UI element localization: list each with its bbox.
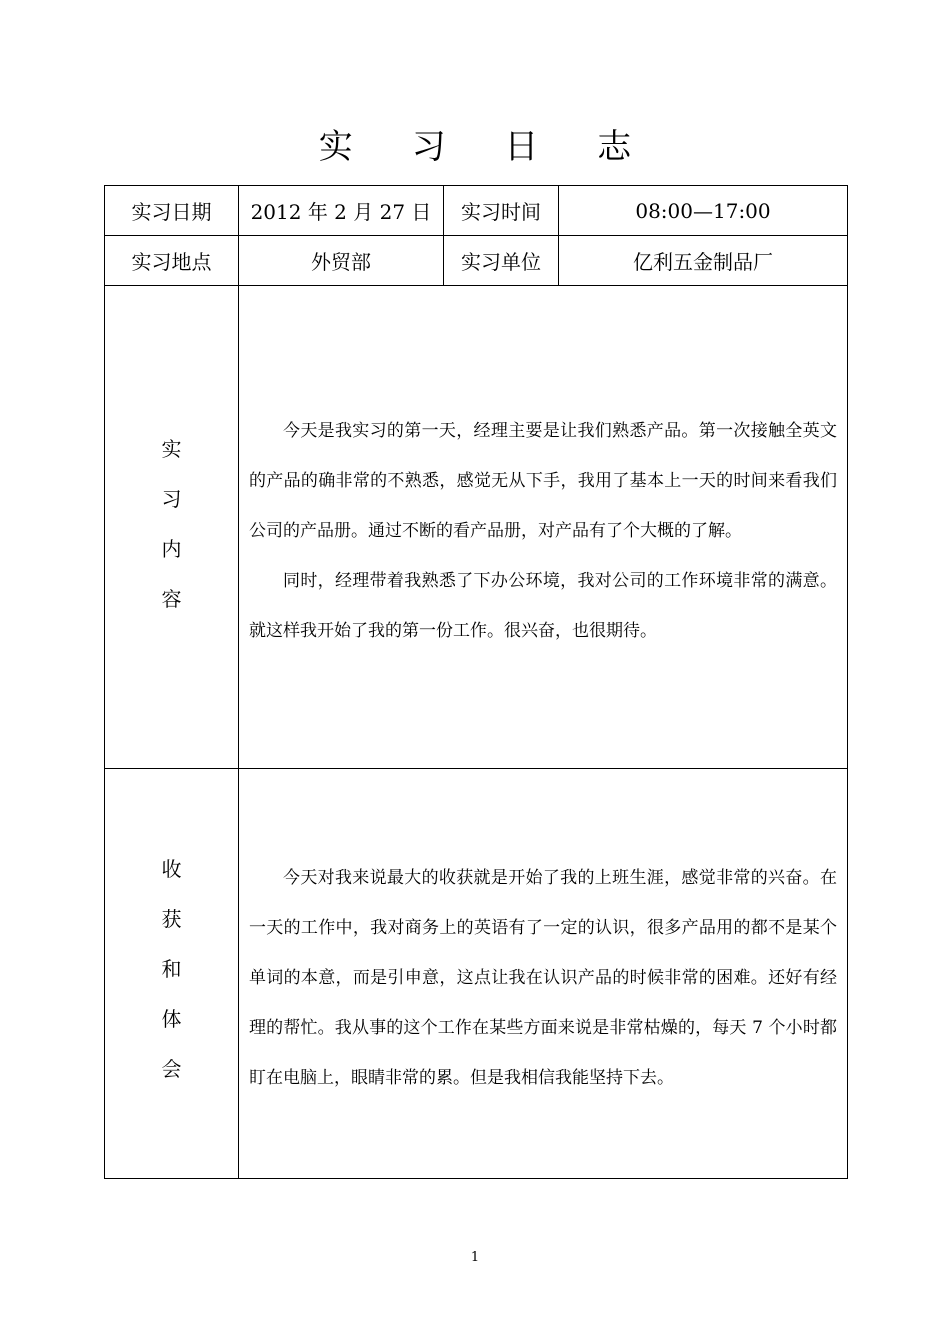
gains-cell bbox=[239, 769, 848, 1179]
internship-log-table bbox=[104, 185, 848, 1179]
content-label-char: 实 bbox=[161, 437, 182, 461]
gains-text bbox=[239, 845, 847, 1103]
unit-label: 实习单位 bbox=[444, 236, 559, 286]
time-label: 实习时间 bbox=[444, 186, 559, 236]
gains-label-char: 体 bbox=[161, 1007, 182, 1031]
place-row bbox=[105, 236, 848, 286]
gains-label-char: 收 bbox=[161, 857, 182, 881]
place-value: 外贸部 bbox=[239, 236, 444, 286]
time-value: 08:00—17:00 bbox=[559, 186, 848, 236]
content-label bbox=[105, 286, 238, 624]
content-paragraph: 今天是我实习的第一天，经理主要是让我们熟悉产品。第一次接触全英文的产品的确非常的不熟悉，感觉无从下手，我用了基本上一天的时间来看我们公司的产品册。通过不断的看产品册，对产品有了个大概的了解。 bbox=[249, 421, 837, 541]
content-cell bbox=[239, 286, 848, 769]
content-label-cell bbox=[105, 286, 239, 769]
content-label-char: 习 bbox=[161, 487, 182, 511]
page-title: 实 习 日 志 bbox=[318, 127, 656, 167]
content-paragraph: 同时，经理带着我熟悉了下办公环境，我对公司的工作环境非常的满意。就这样我开始了我的第一份工作。很兴奋，也很期待。 bbox=[249, 571, 837, 641]
gains-label-char: 和 bbox=[161, 957, 182, 981]
place-label: 实习地点 bbox=[105, 236, 239, 286]
content-row bbox=[105, 286, 848, 769]
unit-value: 亿利五金制品厂 bbox=[559, 236, 848, 286]
page-number: 1 bbox=[470, 1250, 480, 1265]
content-label-char: 容 bbox=[161, 587, 182, 611]
gains-label-char: 会 bbox=[161, 1057, 182, 1081]
date-value: 2012 年 2 月 27 日 bbox=[239, 186, 444, 236]
gains-label-char: 获 bbox=[161, 907, 182, 931]
gains-paragraph: 今天对我来说最大的收获就是开始了我的上班生涯，感觉非常的兴奋。在一天的工作中，我对商务上的英语有了一定的认识，很多产品用的都不是某个单词的本意，而是引申意，这点让我在认识产品的时候非常的困难。还好有经理的帮忙。我从事的这个工作在某些方面来说是非常枯燥的，每天 7 个小时都盯在电脑上，眼睛非常的累。但是我相信我能坚持下去。 bbox=[249, 867, 837, 1088]
date-row bbox=[105, 186, 848, 236]
gains-label-cell bbox=[105, 769, 239, 1179]
content-label-char: 内 bbox=[161, 537, 182, 561]
gains-row bbox=[105, 769, 848, 1179]
date-label: 实习日期 bbox=[105, 186, 239, 236]
content-text bbox=[239, 398, 847, 656]
gains-label bbox=[105, 769, 238, 1094]
